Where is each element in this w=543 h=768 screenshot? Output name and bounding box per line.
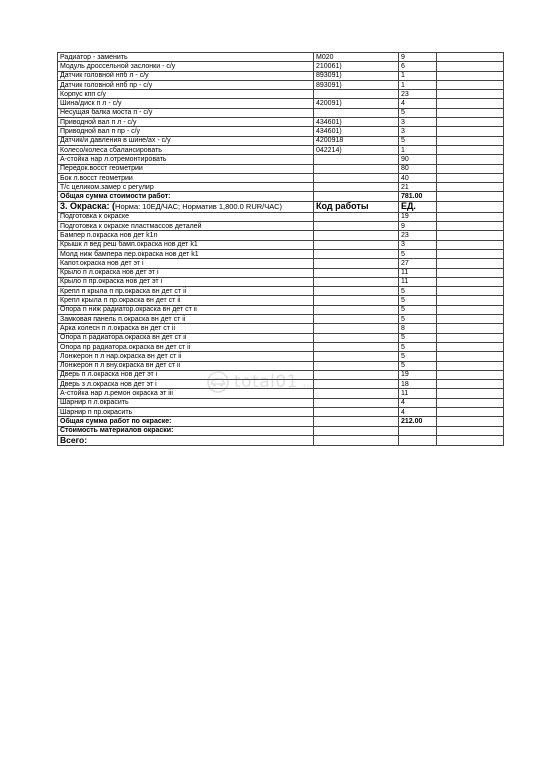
empty-cell — [437, 398, 504, 407]
empty-cell — [437, 127, 504, 136]
table-row — [58, 127, 504, 136]
work-units: 23 — [399, 90, 437, 99]
section-title-text: 3. Окраска: ( — [60, 201, 116, 212]
work-code — [314, 155, 399, 164]
empty-cell — [437, 192, 504, 201]
empty-cell — [437, 201, 504, 212]
work-units: 9 — [399, 53, 437, 62]
table-row — [58, 389, 504, 398]
work-code — [314, 90, 399, 99]
work-code — [314, 287, 399, 296]
empty-cell — [437, 155, 504, 164]
work-name: Модуль дроссельной заслонки - с/у — [58, 62, 314, 71]
table-row — [58, 62, 504, 71]
work-name: Передок.восст геометрии — [58, 164, 314, 173]
work-code: 4200918 — [314, 136, 399, 145]
work-code: 420091) — [314, 99, 399, 108]
work-units: 5 — [399, 352, 437, 361]
work-units: 19 — [399, 370, 437, 379]
table-row — [58, 305, 504, 314]
work-units: 90 — [399, 155, 437, 164]
work-units: 18 — [399, 380, 437, 389]
work-code — [314, 231, 399, 240]
table-row — [58, 53, 504, 62]
work-name: Крышк л вед реш бамп.окраска нов дет k1 — [58, 240, 314, 249]
work-code — [314, 277, 399, 286]
work-code — [314, 183, 399, 192]
empty-cell — [437, 118, 504, 127]
table-row — [58, 249, 504, 258]
empty-cell — [437, 277, 504, 286]
empty-cell — [437, 315, 504, 324]
work-units: 3 — [399, 118, 437, 127]
work-code — [314, 108, 399, 117]
table-row — [58, 145, 504, 154]
empty-cell — [437, 99, 504, 108]
work-units: 8 — [399, 324, 437, 333]
table-row — [58, 212, 504, 221]
table-row — [58, 222, 504, 231]
work-units: 11 — [399, 277, 437, 286]
work-units: 5 — [399, 296, 437, 305]
work-code: 434601) — [314, 118, 399, 127]
table-row — [58, 164, 504, 173]
total-label: Общая сумма работ по окраске: — [58, 417, 314, 426]
work-units: 5 — [399, 249, 437, 258]
work-name: Молд ниж бампера пер.окраска нов дет k1 — [58, 249, 314, 258]
work-name: Крыло п пр.окраска нов дет эт i — [58, 277, 314, 286]
table-row — [58, 398, 504, 407]
work-code — [314, 352, 399, 361]
work-name: Приводной вал п л - с/у — [58, 118, 314, 127]
empty-cell — [437, 231, 504, 240]
work-name: Опора п радиатора.окраска вн дет ст ii — [58, 333, 314, 342]
work-code — [314, 212, 399, 221]
work-units: 80 — [399, 164, 437, 173]
table-row — [58, 90, 504, 99]
table-row — [58, 71, 504, 80]
work-units: 5 — [399, 108, 437, 117]
table-row — [58, 277, 504, 286]
table-row — [58, 183, 504, 192]
work-units: 5 — [399, 315, 437, 324]
work-units: 5 — [399, 361, 437, 370]
work-name: Опора п ниж радиатор.окраска вн дет ст ii — [58, 305, 314, 314]
work-units: 5 — [399, 136, 437, 145]
watermark-text: total01 — [234, 372, 299, 392]
work-name: А-стойка нар л.ремон окраска эт iii — [58, 389, 314, 398]
table-row — [58, 268, 504, 277]
work-code: 434601) — [314, 127, 399, 136]
work-name: Крыло п л.окраска нов дет эт i — [58, 268, 314, 277]
total-row — [58, 417, 504, 426]
empty-cell — [437, 361, 504, 370]
work-name: Подготовка к окраске пластмассов деталей — [58, 222, 314, 231]
work-code — [314, 268, 399, 277]
table-row — [58, 352, 504, 361]
empty-cell — [437, 164, 504, 173]
work-units: 40 — [399, 173, 437, 182]
empty-cell — [437, 435, 504, 445]
work-name: Лонжерон п л нар.окраска вн дет ст ii — [58, 352, 314, 361]
work-units: 1 — [399, 80, 437, 89]
empty-cell — [437, 145, 504, 154]
empty-cell — [437, 259, 504, 268]
empty-cell — [437, 240, 504, 249]
work-units: 11 — [399, 268, 437, 277]
work-units: 9 — [399, 222, 437, 231]
total-row — [58, 192, 504, 201]
empty-cell — [437, 183, 504, 192]
work-units: 5 — [399, 287, 437, 296]
work-units: 19 — [399, 212, 437, 221]
work-name: Опора пр радиатора.окраска вн дет ст ii — [58, 342, 314, 351]
work-name: Замковая панель п.окраска вн дет ст ii — [58, 315, 314, 324]
work-name: Датчик головной нпб л - с/у — [58, 71, 314, 80]
empty-cell — [399, 426, 437, 435]
empty-cell — [437, 90, 504, 99]
work-code — [314, 305, 399, 314]
work-units: 3 — [399, 127, 437, 136]
empty-cell — [437, 417, 504, 426]
work-name: Крепл п крыла п пр.окраска вн дет ст ii — [58, 287, 314, 296]
work-code — [314, 240, 399, 249]
table-row — [58, 296, 504, 305]
work-name: Радиатор - заменить — [58, 53, 314, 62]
table-row — [58, 99, 504, 108]
work-name: Шарнир п пр.окрасить — [58, 407, 314, 416]
work-units: 23 — [399, 231, 437, 240]
work-units: 4 — [399, 99, 437, 108]
table-row — [58, 407, 504, 416]
code-column-header: Код работы — [314, 201, 399, 212]
work-code: 893091) — [314, 71, 399, 80]
work-units: 11 — [399, 389, 437, 398]
table-row — [58, 259, 504, 268]
empty-cell — [437, 389, 504, 398]
empty-cell — [437, 268, 504, 277]
watermark-suffix: .ru — [300, 381, 313, 391]
work-code — [314, 324, 399, 333]
work-units: 3 — [399, 240, 437, 249]
section-title — [58, 201, 314, 212]
table-row — [58, 108, 504, 117]
work-name: Т/с целиком.замер с регулир — [58, 183, 314, 192]
empty-cell — [437, 407, 504, 416]
empty-cell — [437, 426, 504, 435]
empty-cell — [437, 352, 504, 361]
total-label: Всего: — [58, 435, 314, 445]
empty-cell — [437, 342, 504, 351]
empty-cell — [437, 380, 504, 389]
work-code — [314, 259, 399, 268]
estimate-table — [57, 52, 504, 446]
empty-cell — [437, 108, 504, 117]
table-row — [58, 231, 504, 240]
work-code — [314, 407, 399, 416]
work-name: Шина/диск п л - с/у — [58, 99, 314, 108]
table-row — [58, 240, 504, 249]
empty-cell — [314, 417, 399, 426]
total-label: Стоимость материалов окраски: — [58, 426, 314, 435]
empty-cell — [314, 435, 399, 445]
table-row — [58, 370, 504, 379]
empty-cell — [437, 333, 504, 342]
work-units: 21 — [399, 183, 437, 192]
work-name: Шарнир п л.окрасить — [58, 398, 314, 407]
work-code: 893091) — [314, 80, 399, 89]
empty-cell — [399, 435, 437, 445]
work-code — [314, 389, 399, 398]
work-name: Бампер п.окраска нов дет k1n — [58, 231, 314, 240]
work-name: Датчик/и давления в шине/ах - с/у — [58, 136, 314, 145]
empty-cell — [437, 249, 504, 258]
work-code: 042214) — [314, 145, 399, 154]
work-name: Несущая балка моста п - с/у — [58, 108, 314, 117]
table-row — [58, 136, 504, 145]
section-header — [58, 201, 504, 212]
work-code — [314, 342, 399, 351]
table-row — [58, 361, 504, 370]
work-code — [314, 361, 399, 370]
work-units: 5 — [399, 333, 437, 342]
work-code — [314, 164, 399, 173]
work-name: Дверь п л.окраска нов дет эт i — [58, 370, 314, 379]
work-units: 5 — [399, 342, 437, 351]
work-units: 4 — [399, 407, 437, 416]
table-row — [58, 333, 504, 342]
empty-cell — [437, 53, 504, 62]
section-norm: Норма: 10ЕД/ЧАС; Норматив 1,800.0 RUR/ЧАС) — [115, 202, 283, 212]
work-name: Приводной вал п пр - с/у — [58, 127, 314, 136]
work-name: Подготовка к окраске — [58, 212, 314, 221]
empty-cell — [314, 192, 399, 201]
work-units: 5 — [399, 305, 437, 314]
work-code — [314, 370, 399, 379]
work-code — [314, 380, 399, 389]
work-name: Крепл крыла п пр.окраска вн дет ст ii — [58, 296, 314, 305]
work-name: Бок л.восст геометрии — [58, 173, 314, 182]
table-row — [58, 342, 504, 351]
table-row — [58, 324, 504, 333]
table-row — [58, 118, 504, 127]
work-units: 1 — [399, 71, 437, 80]
empty-cell — [437, 370, 504, 379]
empty-cell — [437, 173, 504, 182]
total-value: 212.00 — [399, 417, 437, 426]
table-row — [58, 287, 504, 296]
empty-cell — [437, 296, 504, 305]
total-row — [58, 435, 504, 445]
work-name: Дверь з л.окраска нов дет эт i — [58, 380, 314, 389]
work-name: А-стойка нар л.отремонтировать — [58, 155, 314, 164]
empty-cell — [437, 62, 504, 71]
work-code — [314, 222, 399, 231]
total-row — [58, 426, 504, 435]
empty-cell — [437, 305, 504, 314]
work-name: Колесо/колеса сбалансировать — [58, 145, 314, 154]
work-code — [314, 249, 399, 258]
work-code — [314, 296, 399, 305]
empty-cell — [437, 136, 504, 145]
empty-cell — [437, 212, 504, 221]
work-code — [314, 315, 399, 324]
table-row — [58, 80, 504, 89]
table-row — [58, 173, 504, 182]
empty-cell — [437, 222, 504, 231]
empty-cell — [437, 80, 504, 89]
work-name: Арка колесн п л.окраска вн дет ст ii — [58, 324, 314, 333]
work-name: Корпус кпп с/у — [58, 90, 314, 99]
unit-column-header: ЕД. — [399, 201, 437, 212]
work-name: Капот.окраска нов дет эт i — [58, 259, 314, 268]
empty-cell — [437, 287, 504, 296]
work-units: 6 — [399, 62, 437, 71]
empty-cell — [437, 71, 504, 80]
work-code: M020 — [314, 53, 399, 62]
empty-cell — [314, 426, 399, 435]
work-code: 210061) — [314, 62, 399, 71]
work-code — [314, 398, 399, 407]
table-row — [58, 315, 504, 324]
table-row — [58, 155, 504, 164]
work-code — [314, 173, 399, 182]
work-units: 1 — [399, 145, 437, 154]
total-value: 781.00 — [399, 192, 437, 201]
work-name: Датчик головной нпб пр - с/у — [58, 80, 314, 89]
empty-cell — [437, 324, 504, 333]
work-units: 27 — [399, 259, 437, 268]
work-name: Лонжерон п л вну.окраска вн дет ст ii — [58, 361, 314, 370]
work-units: 4 — [399, 398, 437, 407]
work-code — [314, 333, 399, 342]
table-row — [58, 380, 504, 389]
total-label: Общая сумма стоимости работ: — [58, 192, 314, 201]
